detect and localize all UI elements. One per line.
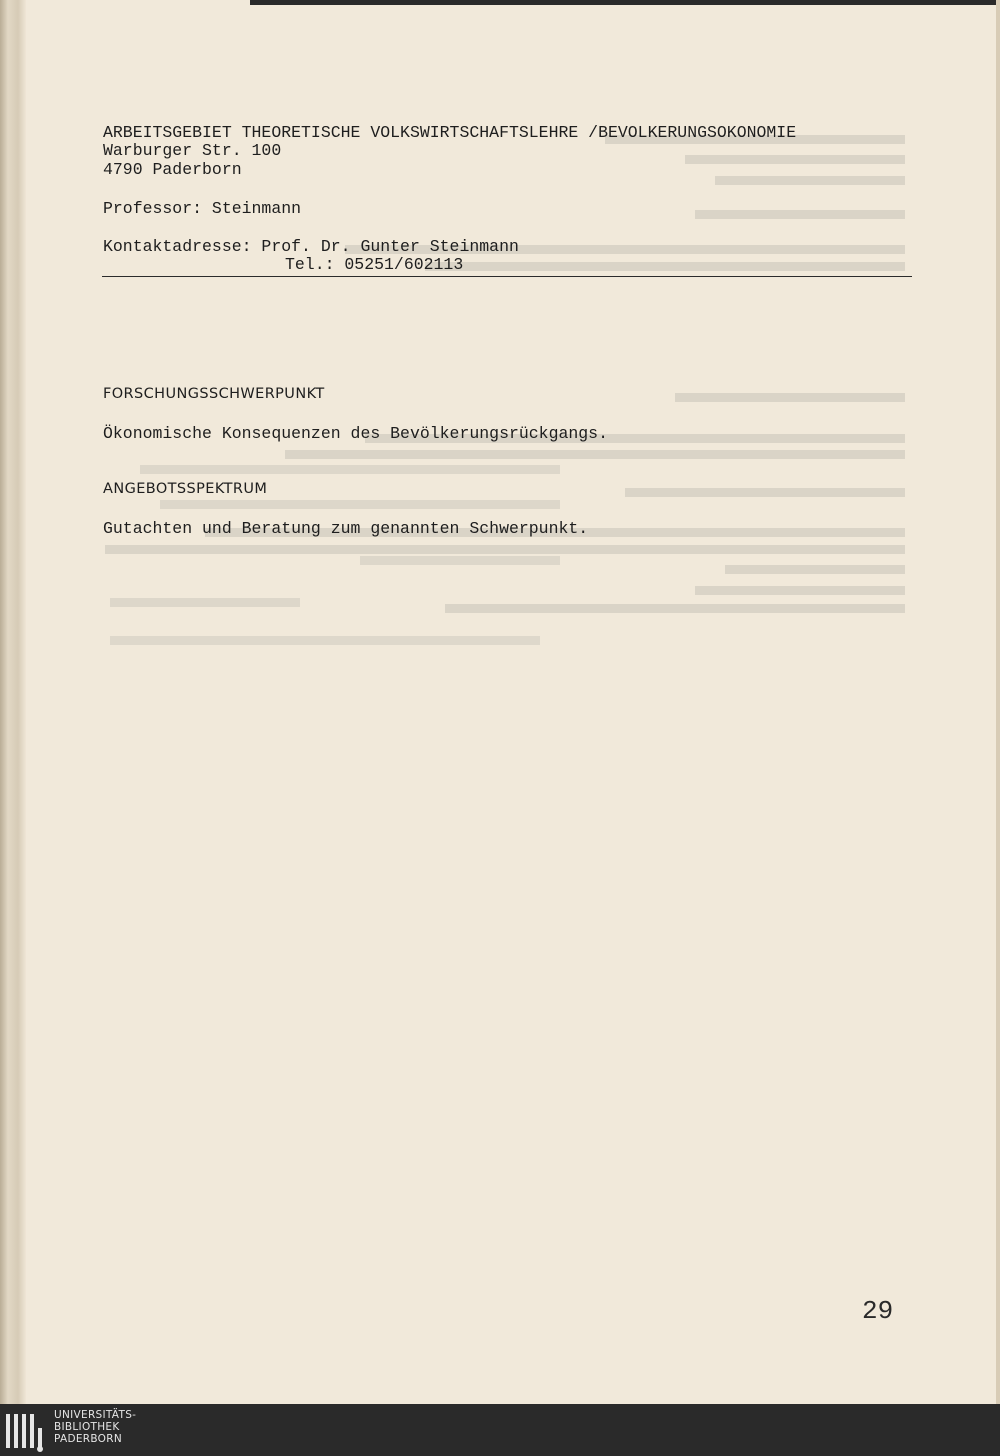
header-divider <box>102 276 912 277</box>
library-name-line: BIBLIOTHEK <box>54 1421 120 1433</box>
phone-line: Tel.: 05251/602113 <box>285 255 464 274</box>
library-name-line: UNIVERSITÄTS- <box>54 1409 137 1421</box>
contact-line: Kontaktadresse: Prof. Dr. Gunter Steinmann <box>103 237 519 256</box>
library-logo-icon <box>6 1408 44 1452</box>
research-heading: FORSCHUNGSSCHWERPUNKT <box>103 386 325 402</box>
page-number: 29 <box>862 1296 894 1326</box>
city-address: 4790 Paderborn <box>103 160 242 179</box>
library-name-line: PADERBORN <box>54 1433 122 1445</box>
street-address: Warburger Str. 100 <box>103 141 282 160</box>
library-footer <box>0 1404 1000 1456</box>
professor-line: Professor: Steinmann <box>103 199 302 218</box>
library-name <box>54 1409 136 1445</box>
offer-heading: ANGEBOTSSPEKTRUM <box>103 481 268 497</box>
department-name: ARBEITSGEBIET THEORETISCHE VOLKSWIRTSCHAFTSLEHRE /BEVOLKERUNGSOKONOMIE <box>103 123 797 142</box>
research-body: Ökonomische Konsequenzen des Bevölkerungsrückgangs. <box>103 424 608 443</box>
offer-body: Gutachten und Beratung zum genannten Schwerpunkt. <box>103 519 589 538</box>
